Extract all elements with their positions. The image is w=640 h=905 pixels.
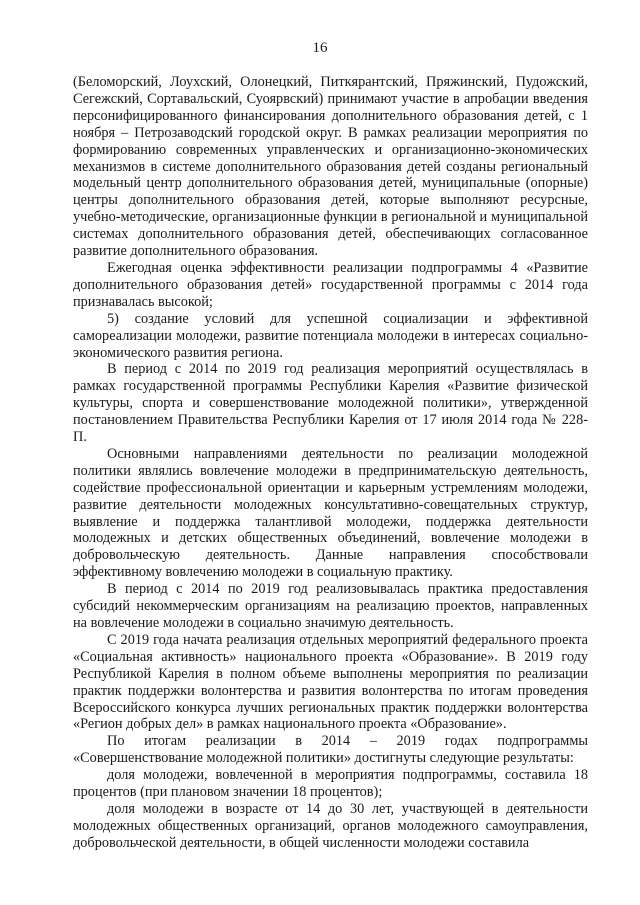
paragraph-result-share-involved: доля молодежи, вовлеченной в мероприятия подпрограммы, составила 18 процентов (при плановом значении 18 процентов); — [73, 767, 588, 801]
paragraph-federal-project: С 2019 года начата реализация отдельных мероприятий федерального проекта «Социальная активность» национального проекта «Образование». В 2019 году Республикой Карелия в полном объеме выполнены мероприятия по реализации практик поддержки волонтерства и развития волонтерства по итогам проведения Всероссийского конкурса лучших региональных практик поддержки волонтерства «Регион добрых дел» в рамках национального проекта «Образование». — [73, 631, 588, 733]
paragraph-subsidies: В период с 2014 по 2019 год реализовывалась практика предоставления субсидий некоммерческим организациям на реализацию проектов, направленных на вовлечение молодежи в социально значимую деятельность. — [73, 581, 588, 631]
document-body — [73, 74, 588, 852]
paragraph-item-5: 5) создание условий для успешной социализации и эффективной самореализации молодежи, развитие потенциала молодежи в интересах социально-экономического развития региона. — [73, 310, 588, 361]
page-number: 16 — [312, 40, 328, 56]
paragraph-main-directions: Основными направлениями деятельности по реализации молодежной политики являлись вовлечение молодежи в предпринимательскую деятельность, содействие профессиональной ориентации и карьерным устремлениям молодежи, развитие деятельности молодежных консультативно-совещательных структур, выявление и поддержка талантливой молодежи, поддержка деятельности молодежных и детских общественных объединений, вовлечение молодежи в добровольческую деятельность. Данные направления способствовали эффективному вовлечению молодежи в социальную практику. — [73, 445, 588, 581]
paragraph-evaluation: Ежегодная оценка эффективности реализации подпрограммы 4 «Развитие дополнительного образования детей» государственной программы с 2014 года признавалась высокой; — [73, 259, 588, 310]
paragraph-program-period: В период с 2014 по 2019 год реализация мероприятий осуществлялась в рамках государственной программы Республики Карелия «Развитие физической культуры, спорта и совершенствование молодежной политики», утвержденной постановлением Правительства Республики Карелия от 17 июля 2014 года № 228-П. — [73, 361, 588, 446]
paragraph-result-share-organizations: доля молодежи в возрасте от 14 до 30 лет, участвующей в деятельности молодежных общественных организаций, органов молодежного самоуправления, добровольческой деятельности, в общей численности молодежи составила — [73, 800, 588, 851]
paragraph-results-intro: По итогам реализации в 2014 – 2019 годах подпрограммы «Совершенствование молодежной политики» достигнуты следующие результаты: — [73, 733, 588, 767]
paragraph-districts: (Беломорский, Лоухский, Олонецкий, Питкярантский, Пряжинский, Пудожский, Сегежский, Сортавальский, Суоярвский) принимают участие в апробации введения персонифицированного финансирования дополнительного образования детей, с 1 ноября – Петрозаводский городской округ. В рамках реализации мероприятия по формированию современных управленческих и организационно-экономических механизмов в системе дополнительного образования детей созданы региональный модельный центр дополнительного образования детей, муниципальные (опорные) центры дополнительного образования детей, которые выполняют ресурсные, учебно-методические, организационные функции в региональной и муниципальной системах дополнительного образования детей, обеспечивающих согласованное развитие дополнительного образования. — [73, 74, 588, 260]
